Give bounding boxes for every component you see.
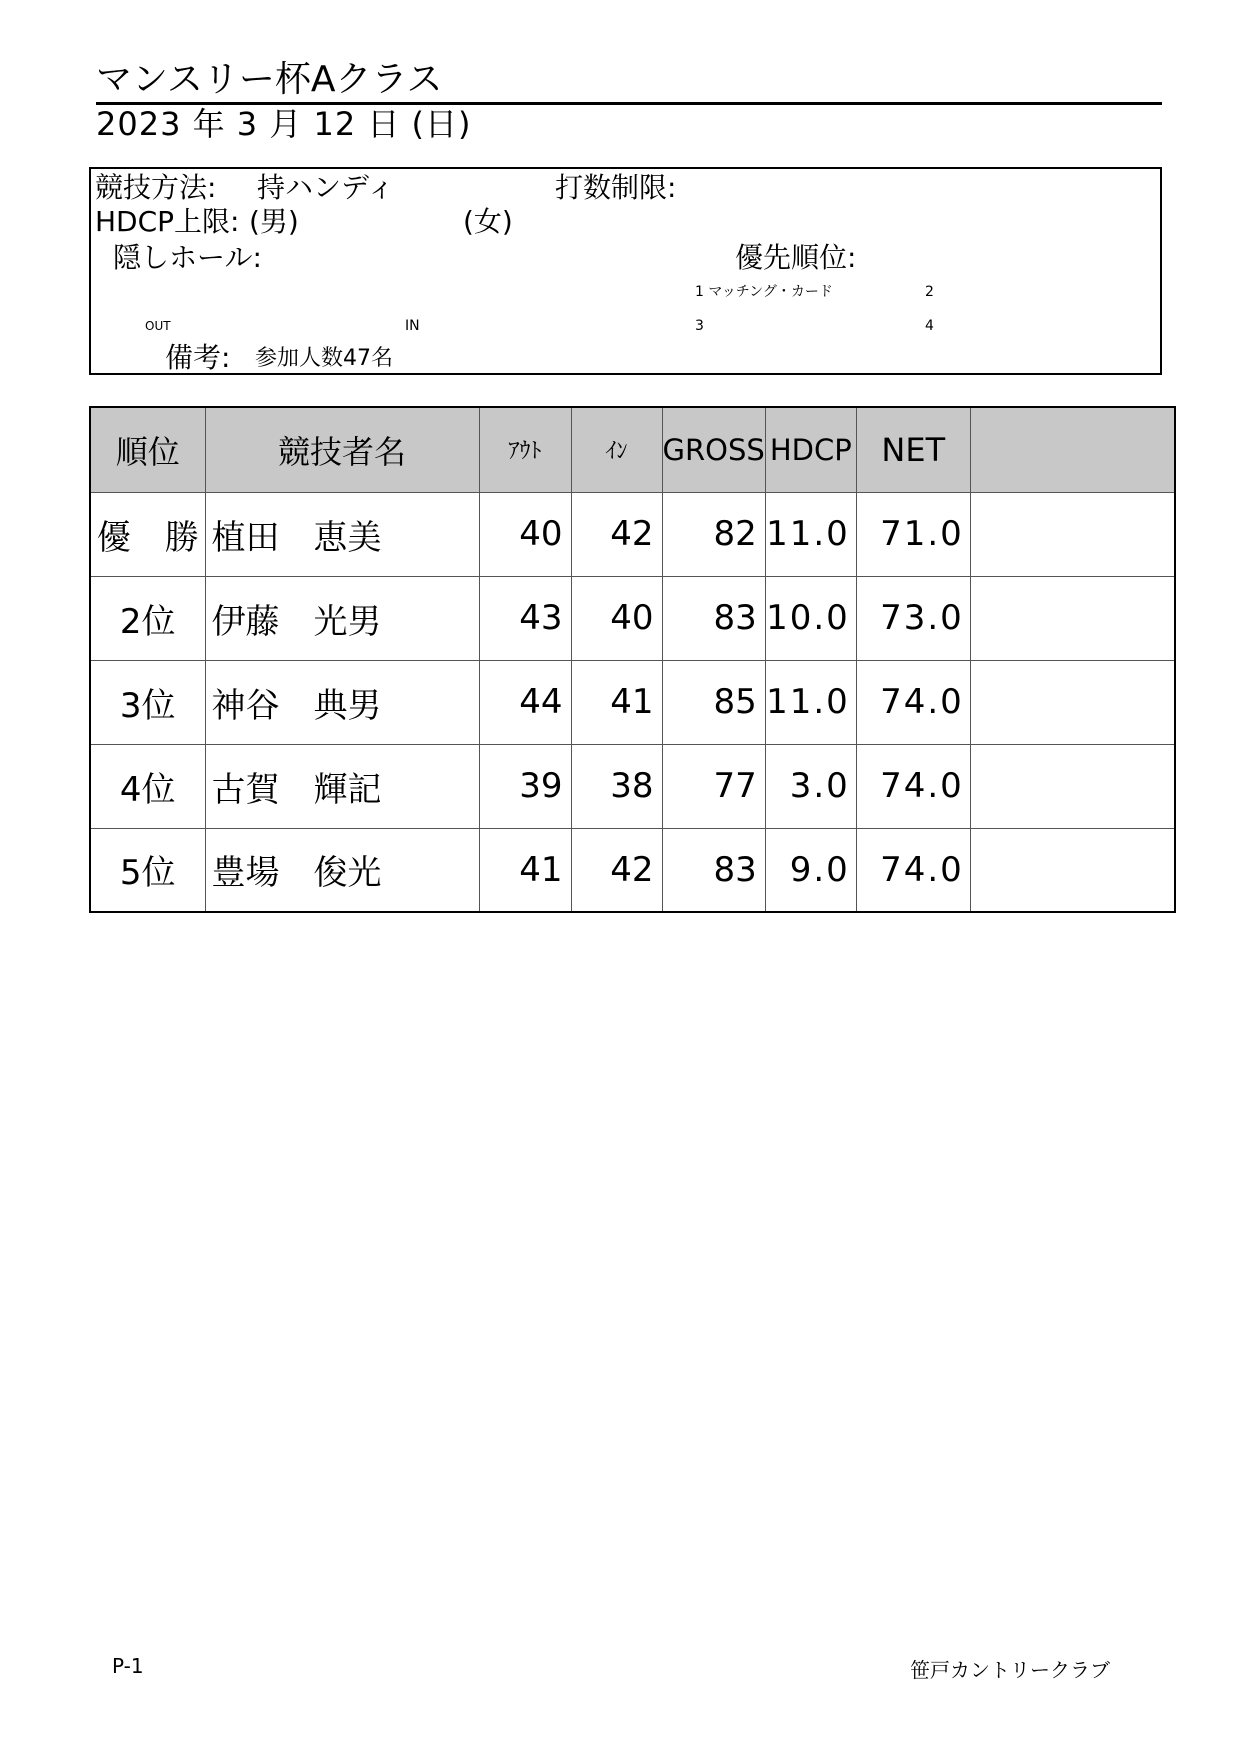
rank-cell: 2位	[90, 576, 205, 660]
page-number: P-1	[112, 1654, 144, 1678]
out-score-cell: 41	[479, 828, 571, 912]
table-row	[90, 660, 1175, 744]
out-score-cell: 40	[479, 492, 571, 576]
table-row	[90, 492, 1175, 576]
method-value: 持ハンディ	[257, 171, 395, 204]
in-score-cell: 41	[571, 660, 662, 744]
header-hdcp: HDCP	[765, 407, 856, 492]
player-name-cell: 植田 恵美	[205, 492, 479, 576]
gross-score-cell: 77	[662, 744, 765, 828]
priority-1: 1 マッチング・カード	[695, 284, 833, 300]
out-score-cell: 39	[479, 744, 571, 828]
priority-label: 優先順位:	[735, 241, 857, 274]
event-date: 2023 年 3 月 12 日 (日)	[96, 105, 472, 143]
hidden-hole-label: 隠しホール:	[113, 241, 262, 274]
in-score-cell: 42	[571, 828, 662, 912]
net-score-cell: 74.0	[856, 660, 970, 744]
header-out: ｱｳﾄ	[479, 407, 571, 492]
gross-score-cell: 82	[662, 492, 765, 576]
net-score-cell: 74.0	[856, 828, 970, 912]
net-score-cell: 71.0	[856, 492, 970, 576]
net-score-cell: 73.0	[856, 576, 970, 660]
out-score-cell: 43	[479, 576, 571, 660]
hdcp-female-label: (女)	[463, 205, 513, 238]
remarks-value: 参加人数47名	[255, 346, 393, 371]
remarks-label: 備考:	[165, 341, 231, 374]
gross-score-cell: 83	[662, 576, 765, 660]
blank-cell	[970, 660, 1175, 744]
header-blank	[970, 407, 1175, 492]
hdcp-cell: 10.0	[765, 576, 856, 660]
header-gross: GROSS	[662, 407, 765, 492]
competition-info-box	[89, 167, 1162, 375]
player-name-cell: 神谷 典男	[205, 660, 479, 744]
priority-4: 4	[925, 318, 934, 334]
table-row	[90, 576, 1175, 660]
hdcp-limit-label: HDCP上限:	[95, 205, 240, 238]
header-in: ｲﾝ	[571, 407, 662, 492]
blank-cell	[970, 576, 1175, 660]
hdcp-cell: 11.0	[765, 492, 856, 576]
rank-cell: 3位	[90, 660, 205, 744]
hdcp-cell: 9.0	[765, 828, 856, 912]
hdcp-cell: 11.0	[765, 660, 856, 744]
header-rank: 順位	[90, 407, 205, 492]
table-row	[90, 744, 1175, 828]
net-score-cell: 74.0	[856, 744, 970, 828]
in-score-cell: 42	[571, 492, 662, 576]
player-name-cell: 古賀 輝記	[205, 744, 479, 828]
priority-2: 2	[925, 284, 934, 300]
rank-cell: 4位	[90, 744, 205, 828]
in-label: IN	[405, 318, 420, 334]
out-label: OUT	[145, 319, 171, 333]
stroke-limit-label: 打数制限:	[555, 171, 677, 204]
blank-cell	[970, 744, 1175, 828]
header-player-name: 競技者名	[205, 407, 479, 492]
table-header-row	[90, 407, 1175, 492]
out-score-cell: 44	[479, 660, 571, 744]
hdcp-cell: 3.0	[765, 744, 856, 828]
header-net: NET	[856, 407, 970, 492]
in-score-cell: 40	[571, 576, 662, 660]
gross-score-cell: 83	[662, 828, 765, 912]
player-name-cell: 伊藤 光男	[205, 576, 479, 660]
club-name: 笹戸カントリークラブ	[910, 1658, 1110, 1682]
rank-cell: 優 勝	[90, 492, 205, 576]
priority-3: 3	[695, 318, 704, 334]
table-row	[90, 828, 1175, 912]
blank-cell	[970, 492, 1175, 576]
blank-cell	[970, 828, 1175, 912]
gross-score-cell: 85	[662, 660, 765, 744]
hdcp-male-label: (男)	[249, 205, 299, 238]
method-label: 競技方法:	[95, 171, 217, 204]
in-score-cell: 38	[571, 744, 662, 828]
results-table	[89, 406, 1176, 913]
page-title: マンスリー杯Aクラス	[96, 58, 1162, 105]
player-name-cell: 豊場 俊光	[205, 828, 479, 912]
rank-cell: 5位	[90, 828, 205, 912]
